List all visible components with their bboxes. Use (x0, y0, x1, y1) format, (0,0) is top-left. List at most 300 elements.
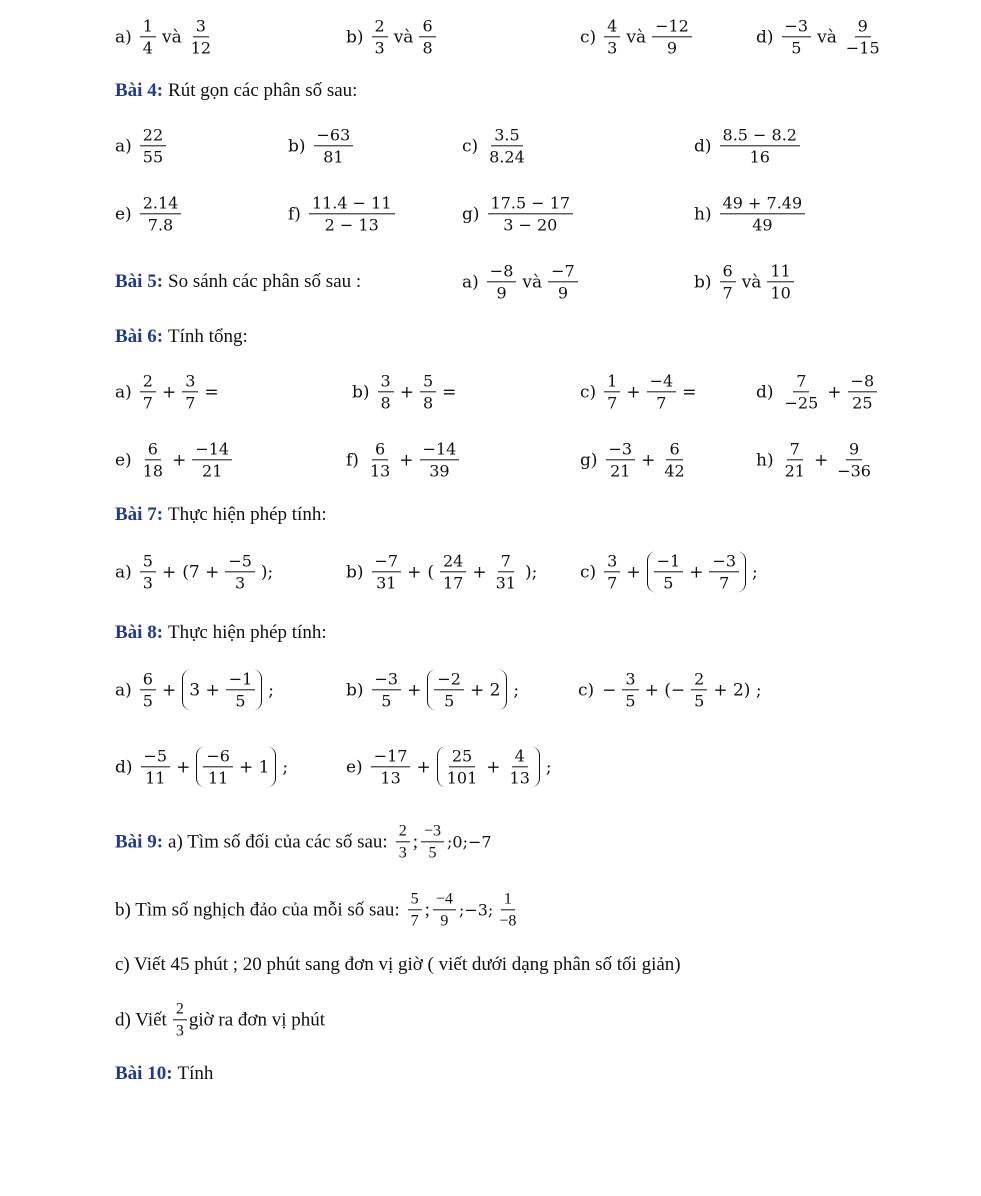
numerator: 4 (604, 16, 620, 37)
exercise-number: Bài 8: (115, 622, 164, 643)
label: e) (115, 450, 132, 470)
fraction (188, 16, 214, 57)
fraction (767, 261, 793, 302)
fraction (408, 889, 422, 930)
bai5-item-a (462, 261, 581, 302)
number-list: ;−3; (458, 900, 494, 920)
denominator: 7.8 (147, 215, 174, 235)
numerator: −8 (487, 261, 517, 282)
fraction (720, 125, 800, 166)
bai6-item-c (580, 371, 699, 412)
label: b) (346, 562, 364, 582)
label: g) (580, 450, 598, 470)
fraction (606, 439, 636, 480)
bai6-item-f (346, 439, 462, 480)
pair-b (346, 16, 439, 57)
numerator: 5 (408, 889, 422, 910)
numerator: 7 (793, 371, 809, 392)
inner-term: 3 + (189, 680, 220, 700)
number-list: ;0;−7 (447, 832, 492, 852)
plus-sign: + (176, 757, 191, 777)
numerator: 2 (372, 16, 388, 37)
numerator: 4 (512, 746, 528, 767)
bai9-part-b (115, 889, 522, 930)
denominator: 13 (369, 461, 391, 481)
semicolon: ; (268, 680, 275, 700)
fraction (493, 551, 519, 592)
bai9-part-a (115, 821, 492, 862)
bai4-item-g (462, 193, 576, 234)
bai6-heading (115, 326, 248, 348)
fraction (548, 261, 578, 302)
numerator: 3 (604, 551, 620, 572)
numerator: 2 (691, 669, 707, 690)
fraction (720, 193, 806, 234)
numerator: 6 (666, 439, 682, 460)
exercise-title: Thực hiện phép tính: (168, 622, 327, 643)
fraction (314, 125, 354, 166)
denominator: 7 (607, 573, 618, 593)
bracket-group (196, 746, 276, 787)
denominator: 7 (410, 912, 419, 930)
exercise-number: Bài 10: (115, 1063, 173, 1084)
label: h) (694, 204, 712, 224)
denominator: −15 (845, 38, 880, 58)
label: a) (115, 382, 132, 402)
plus-sign: + (161, 680, 177, 700)
close-paren: + 2) ; (713, 680, 762, 700)
label: b) (346, 680, 364, 700)
part-text: giờ ra đơn vị phút (188, 1009, 326, 1030)
numerator: 11.4 − 11 (309, 193, 395, 214)
denominator: 8 (422, 393, 434, 413)
plus-sign: + (641, 450, 656, 470)
numerator: 7 (787, 439, 803, 460)
numerator: −4 (647, 371, 677, 392)
denominator: 5 (625, 691, 636, 711)
fraction (652, 16, 692, 57)
plus-sign: + (172, 450, 187, 470)
plus-sign: + (472, 562, 487, 582)
denominator: 7 (719, 573, 730, 593)
denominator: 101 (446, 768, 478, 788)
denominator: 18 (142, 461, 164, 481)
plus-sign: + (486, 757, 501, 777)
va-word: và (817, 27, 837, 47)
bai5-heading (115, 271, 361, 293)
fraction (192, 439, 232, 480)
equals-sign: = (204, 382, 219, 402)
fraction (309, 193, 395, 234)
fraction (782, 371, 822, 412)
denominator: −25 (784, 393, 819, 413)
bai4-item-b (288, 125, 356, 166)
fraction (444, 746, 481, 787)
denominator: 5 (791, 38, 802, 58)
numerator: 7 (498, 551, 514, 572)
close-paren: ); (524, 562, 538, 582)
open-paren: (7 + (182, 562, 220, 582)
fraction (140, 193, 182, 234)
denominator: 31 (376, 573, 397, 593)
numerator: −6 (203, 746, 233, 767)
fraction (654, 551, 684, 592)
label: f) (288, 204, 301, 224)
label: c) (462, 136, 479, 156)
exercise-title: So sánh các phân số sau : (168, 271, 362, 292)
fraction (420, 371, 436, 412)
denominator: 11 (145, 768, 166, 788)
exercise-title: Tính tổng: (168, 326, 248, 347)
fraction (378, 371, 394, 412)
numerator: 6 (145, 439, 161, 460)
exercise-title: Thực hiện phép tính: (168, 504, 327, 525)
numerator: −14 (192, 439, 232, 460)
fraction (173, 999, 187, 1040)
numerator: 17.5 − 17 (488, 193, 574, 214)
numerator: 24 (440, 551, 466, 572)
numerator: −1 (654, 551, 684, 572)
part-text: b) Tìm số nghịch đảo của mỗi số sau: (115, 899, 400, 920)
numerator: 5 (420, 371, 436, 392)
semicolon: ; (513, 680, 520, 700)
label: a) (115, 27, 132, 47)
denominator: 39 (429, 461, 450, 481)
numerator: 2 (396, 821, 410, 842)
label: c) (580, 382, 597, 402)
label: d) (115, 757, 133, 777)
numerator: −3 (709, 551, 739, 572)
label: c) (580, 27, 597, 47)
denominator: 25 (852, 393, 873, 413)
va-word: và (393, 27, 414, 47)
numerator: −63 (314, 125, 354, 146)
label: g) (462, 204, 480, 224)
equals-sign: = (442, 382, 457, 402)
denominator: −36 (837, 461, 871, 481)
denominator: −8 (499, 912, 517, 930)
bai4-item-e (115, 193, 184, 234)
plus-sign: + (827, 382, 842, 402)
denominator: 8 (422, 38, 433, 58)
numerator: 6 (372, 439, 388, 460)
denominator: 16 (749, 147, 770, 167)
label: h) (756, 450, 774, 470)
denominator: 5 (694, 691, 705, 711)
va-word: và (522, 272, 543, 292)
denominator: 5 (381, 691, 392, 711)
numerator: 49 + 7.49 (720, 193, 806, 214)
denominator: 21 (610, 461, 631, 481)
numerator: −2 (434, 669, 464, 690)
fraction (720, 261, 736, 302)
numerator: 1 (140, 16, 156, 37)
open-paren: ( (427, 562, 434, 582)
fraction (604, 16, 620, 57)
fraction (140, 371, 156, 412)
pair-d (756, 16, 886, 57)
numerator: 2.14 (140, 193, 182, 214)
semicolon: ; (752, 562, 758, 582)
fraction (486, 125, 528, 166)
denominator: 21 (202, 461, 223, 481)
denominator: 81 (323, 147, 344, 167)
denominator: 5 (444, 691, 455, 711)
label: a) (115, 562, 132, 582)
va-word: và (626, 27, 647, 47)
label: c) (580, 562, 597, 582)
part-text: a) Tìm số đối của các số sau: (168, 831, 388, 852)
fraction (372, 16, 388, 57)
numerator: 9 (855, 16, 871, 37)
denominator: 13 (380, 768, 401, 788)
label: c) (578, 680, 595, 700)
bai4-item-a (115, 125, 169, 166)
semicolon: ; (545, 757, 552, 777)
separator: ; (412, 831, 418, 852)
fraction (372, 551, 402, 592)
denominator: 3 (374, 38, 385, 58)
bai6-item-d (756, 371, 880, 412)
label: e) (115, 204, 132, 224)
pair-c (580, 16, 695, 57)
denominator: 49 (752, 215, 773, 235)
fraction (372, 669, 402, 710)
fraction (226, 669, 256, 710)
numerator: −12 (652, 16, 692, 37)
fraction (496, 889, 519, 930)
bai9-part-c (115, 954, 681, 976)
denominator: 5 (428, 844, 437, 862)
denominator: 3 − 20 (503, 215, 558, 235)
bai6-item-a (115, 371, 222, 412)
numerator: 11 (767, 261, 793, 282)
fraction (203, 746, 233, 787)
plus-sign: + (813, 450, 829, 470)
fraction (140, 551, 156, 592)
bai10-heading (115, 1063, 213, 1085)
denominator: 7 (656, 393, 667, 413)
denominator: 12 (190, 38, 212, 58)
fraction (487, 261, 517, 302)
plus-sign: + (626, 562, 641, 582)
fraction (834, 439, 874, 480)
numerator: −7 (372, 551, 402, 572)
denominator: 9 (440, 912, 449, 930)
numerator: 1 (604, 371, 620, 392)
plus-sign: + (407, 562, 422, 582)
denominator: 5 (142, 691, 153, 711)
exercise-number: Bài 5: (115, 271, 164, 292)
denominator: 11 (207, 768, 229, 788)
denominator: 3 (235, 573, 246, 593)
close-paren: ); (260, 562, 274, 582)
numerator: 6 (140, 669, 156, 690)
bai7-heading (115, 504, 327, 526)
denominator: 13 (509, 768, 530, 788)
inner-term: + 2 (469, 680, 501, 700)
label: e) (346, 757, 363, 777)
numerator: 2 (140, 371, 156, 392)
label: b) (288, 136, 306, 156)
numerator: 9 (846, 439, 862, 460)
denominator: 7 (142, 393, 153, 413)
numerator: 3 (378, 371, 394, 392)
plus-sign: + (161, 562, 177, 582)
fraction (421, 821, 444, 862)
plus-sign: + (399, 450, 414, 470)
numerator: −5 (225, 551, 255, 572)
fraction (419, 16, 435, 57)
label: b) (352, 382, 370, 402)
fraction (140, 125, 166, 166)
denominator: 8.24 (489, 147, 525, 167)
label: a) (115, 136, 132, 156)
exercise-number: Bài 9: (115, 831, 164, 852)
bai4-item-f (288, 193, 398, 234)
fraction (691, 669, 707, 710)
numerator: −3 (421, 821, 444, 842)
denominator: 9 (666, 38, 678, 58)
bai4-item-d (694, 125, 803, 166)
label: d) (694, 136, 712, 156)
bai7-item-a (115, 551, 276, 592)
fraction (433, 889, 456, 930)
va-word: và (741, 272, 762, 292)
denominator: 3 (607, 38, 618, 58)
numerator: −1 (226, 669, 256, 690)
fraction (647, 371, 677, 412)
bai7-item-b (346, 551, 540, 592)
numerator: −8 (848, 371, 878, 392)
bai9-part-d (115, 999, 325, 1040)
denominator: 31 (495, 573, 516, 593)
part-text: c) Viết 45 phút ; 20 phút sang đơn vị giờ ( viết dưới dạng phân số tối giản) (115, 954, 681, 975)
denominator: 55 (142, 147, 164, 167)
numerator: 25 (449, 746, 475, 767)
fraction (622, 669, 638, 710)
numerator: 5 (140, 551, 156, 572)
denominator: 5 (663, 573, 674, 593)
fraction (782, 16, 812, 57)
plus-sign: + (416, 757, 431, 777)
bai5-item-b (694, 261, 797, 302)
plus-sign: + (399, 382, 414, 402)
bai6-item-h (756, 439, 877, 480)
fraction (225, 551, 255, 592)
bracket-group (647, 551, 746, 592)
part-text: d) Viết (115, 1009, 167, 1030)
denominator: 8 (380, 393, 391, 413)
exercise-number: Bài 6: (115, 326, 164, 347)
minus-sign: − (602, 680, 617, 700)
numerator: −17 (371, 746, 411, 767)
fraction (661, 439, 687, 480)
fraction (782, 439, 808, 480)
denominator: 7 (185, 393, 196, 413)
bai8-heading (115, 622, 327, 644)
numerator: 2 (173, 999, 187, 1020)
denominator: 3 (398, 844, 407, 862)
fraction (488, 193, 574, 234)
fraction (434, 669, 464, 710)
fraction (709, 551, 739, 592)
fraction (604, 551, 620, 592)
numerator: −4 (433, 889, 456, 910)
fraction (140, 669, 156, 710)
numerator: 3 (622, 669, 638, 690)
fraction (140, 439, 166, 480)
label: b) (694, 272, 712, 292)
denominator: 5 (235, 691, 246, 711)
denominator: 7 (722, 283, 733, 303)
numerator: 6 (720, 261, 736, 282)
denominator: 2 − 13 (324, 215, 379, 235)
label: b) (346, 27, 364, 47)
numerator: −3 (606, 439, 636, 460)
denominator: 3 (142, 573, 153, 593)
bracket-group (182, 669, 262, 710)
fraction (182, 371, 198, 412)
exercise-number: Bài 4: (115, 80, 164, 101)
numerator: 1 (501, 889, 515, 910)
bai4-item-h (694, 193, 808, 234)
numerator: 8.5 − 8.2 (720, 125, 800, 146)
label: a) (462, 272, 479, 292)
denominator: 9 (557, 283, 569, 303)
denominator: 3 (175, 1022, 184, 1040)
fraction (371, 746, 411, 787)
exercise-number: Bài 7: (115, 504, 164, 525)
denominator: 4 (142, 38, 153, 58)
bai4-heading (115, 80, 357, 102)
numerator: −5 (141, 746, 171, 767)
numerator: 3.5 (491, 125, 522, 146)
numerator: 6 (419, 16, 435, 37)
inner-term: + 1 (238, 757, 270, 777)
label: d) (756, 382, 774, 402)
numerator: −3 (782, 16, 812, 37)
denominator: 10 (770, 283, 791, 303)
plus-sign: + (161, 382, 177, 402)
fraction (420, 439, 460, 480)
plus-sign: + (626, 382, 641, 402)
numerator: −14 (420, 439, 460, 460)
separator: ; (424, 899, 430, 920)
fraction (848, 371, 878, 412)
fraction (843, 16, 883, 57)
fraction (507, 746, 533, 787)
denominator: 9 (496, 283, 507, 303)
numerator: −3 (372, 669, 402, 690)
bai8-item-a (115, 669, 277, 710)
numerator: 22 (140, 125, 166, 146)
numerator: 3 (182, 371, 198, 392)
bracket-group (437, 746, 540, 787)
va-word: và (161, 27, 182, 47)
plus-sign: + (407, 680, 422, 700)
bai8-item-c (578, 669, 765, 710)
label: d) (756, 27, 774, 47)
plus-sign: + (689, 562, 704, 582)
bai8-item-d (115, 746, 291, 787)
bai6-item-e (115, 439, 235, 480)
fraction (367, 439, 393, 480)
denominator: 17 (443, 573, 464, 593)
denominator: 42 (664, 461, 685, 481)
fraction (440, 551, 466, 592)
label: f) (346, 450, 359, 470)
